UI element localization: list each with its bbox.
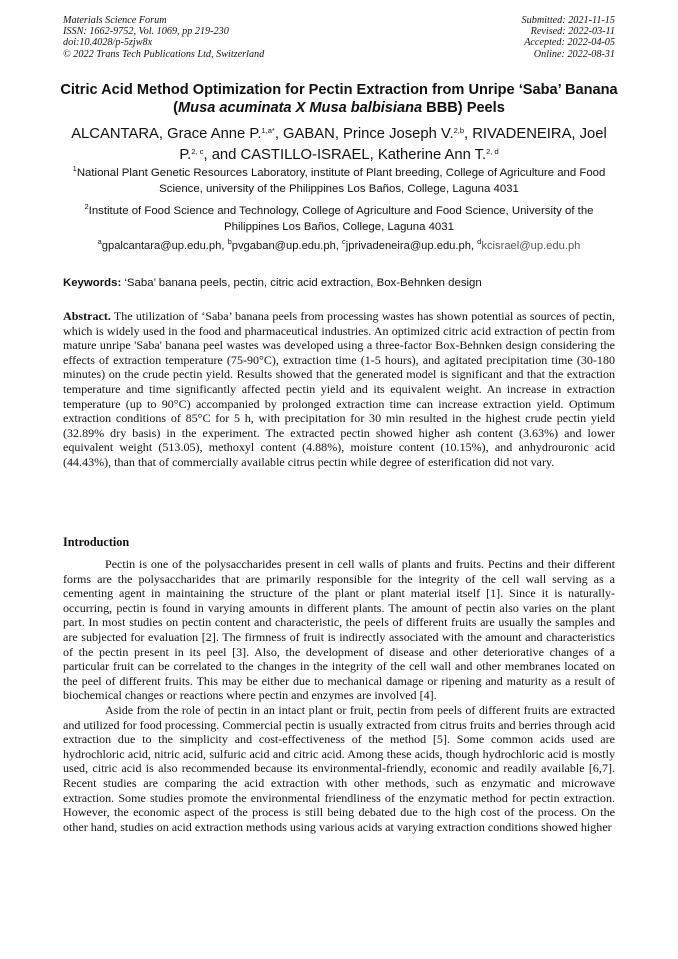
email-sup: d [477, 237, 482, 246]
paper-title [60, 81, 618, 117]
date-online: Online: 2022-08-31 [533, 48, 615, 60]
journal-info [63, 15, 264, 60]
title-part1: Citric Acid Method Optimization for Pectin Extraction from Unripe ‘Saba’ Banana ( [60, 82, 618, 116]
author-name: , and CASTILLO-ISRAEL, Katherine Ann T. [203, 146, 487, 163]
publication-dates [522, 15, 615, 60]
email-link[interactable]: gpalcantara@up.edu.ph, [101, 240, 228, 252]
author-emails [60, 239, 618, 254]
title-species: Musa acuminata X Musa balbisiana [178, 100, 423, 116]
date-accepted: Accepted: 2022-04-05 [524, 37, 615, 49]
date-submitted: Submitted: 2021-11-15 [521, 15, 615, 26]
email-sup: c [342, 237, 346, 246]
email-sup: b [227, 237, 232, 246]
affiliation-text: Institute of Food Science and Technology, College of Agriculture and Food Science, University of the Philippines Los Baños, College, Laguna 4031 [88, 205, 594, 233]
journal-issn: ISSN: 1662-9752, Vol. 1069, pp 219-230 [63, 26, 229, 38]
email-link[interactable]: pvgaban@up.edu.ph, [231, 240, 343, 252]
author-name: ALCANTARA, Grace Anne P. [71, 126, 262, 142]
author-sup: 1,a* [261, 126, 275, 135]
author-name: , GABAN, Prince Joseph V. [274, 126, 454, 142]
abstract-text: The utilization of ‘Saba’ banana peels from processing wastes has shown potential as sources of pectin, which is widely used in the food and pharmaceutical industries. An optimized citric acid extraction of pectin from mature unripe 'Saba' banana peel wastes was developed using a three-factor Box-Behnken design considering the effects of extraction temperature (75-90°C), extraction time (1-5 hours), and agitated precipitation time (30-180 minutes) on the crude pectin yield. Results showed that the generated model is significant and that the extraction temperature and time significantly affected pectin yield and its equivalent weight. An increase in extraction temperature (up to 90°C) accompanied by prolonged extraction time can increase extraction yield. Optimum extraction conditions of 85°C for 5 h, with precipitation for 30 min resulted in the highest crude pectin yield (32.89% dry basis) in the experiment. The extracted pectin showed higher ash content (3.63%) and lower equivalent weight (513.05), methoxyl content (4.88%), moisture content (10.15%), and anhydrouronic acid (44.43%), than that of commercially available citrus pectin while degree of esterification did not vary. [63, 309, 615, 469]
journal-copyright: © 2022 Trans Tech Publications Ltd, Switzerland [63, 48, 265, 60]
intro-paragraph-1: Pectin is one of the polysaccharides present in cell walls of plants and fruits. Pectins and their different forms are the polysaccharides that are primarily responsible for the integrity of the cell wall serving as a cementing agent in maintaining the structure of the plant or plant material itself [1]. Since it is naturally-occurring, pectin is found in varying amounts in different plants. The amount of pectin also varies on the plant part. In most studies on pectin content and characteristic, the peels of different fruits are usually the samples and are subjected for evaluation [2]. The firmness of fruit is indirectly associated with the amount and characteristics of the pectin present in its peel [3]. Also, the development of disease and other deteriorative changes of a particular fruit can be correlated to the changes in the integrity of the cell wall and other membranes located on the peel of different fruits. This may be either due to mechanical damage or ripening and maturity as a result of biochemical changes or reactions where pectin and enzymes are involved [4]. [63, 557, 615, 703]
author-sup: 2,b [453, 126, 464, 135]
journal-name: Materials Science Forum [63, 15, 167, 26]
keywords [63, 276, 615, 291]
affiliation-2 [60, 204, 618, 235]
affiliation-sup: 2 [84, 202, 89, 211]
email-link[interactable]: jprivadeneira@up.edu.ph, [345, 240, 478, 252]
author-name: , RIVADENEIRA, Joel P. [179, 126, 607, 163]
affiliation-text: National Plant Genetic Resources Laboratory, institute of Plant breeding, College of Agriculture and Food Science, university of the Philippines Los Baños, College, Laguna 4031 [76, 167, 606, 195]
author-sup: 2, d [486, 146, 499, 156]
keywords-text: ‘Saba’ banana peels, pectin, citric acid extraction, Box-Behnken design [121, 277, 482, 289]
intro-paragraph-2: Aside from the role of pectin in an intact plant or fruit, pectin from peels of different fruits are extracted and utilized for food processing. Commercial pectin is usually extracted from citrus fruits and berries through acid extraction due to the simplicity and cost-effectiveness of the method [5]. Some common acids used are hydrochloric acid, nitric acid, sulfuric acid and citric acid. Among these acids, though hydrochloric acid is mostly used, citric acid is also recommended because its environmental-friendly, economic and readily available [6,7]. Recent studies are comparing the acid extraction with other methods, such as enzymatic and microwave extraction. Some studies promote the environmental friendliness of the enzymatic method for pectin extraction. However, the economic aspect of the process is still being debated due to the high cost of the process. On the other hand, studies on acid extraction methods using various acids at varying extraction conditions showed higher [63, 702, 615, 834]
title-part2: BBB) Peels [422, 100, 505, 116]
affiliation-sup: 1 [72, 164, 77, 173]
author-sup: 2, c [191, 146, 204, 156]
introduction-body [63, 557, 615, 834]
date-revised: Revised: 2022-03-11 [530, 26, 615, 38]
author-list [60, 124, 618, 165]
section-heading-introduction: Introduction [63, 535, 130, 549]
email-sup: a [97, 237, 102, 246]
journal-doi[interactable]: doi:10.4028/p-5zjw8x [63, 37, 153, 49]
keywords-label: Keywords: [63, 277, 122, 289]
email-link[interactable]: kcisrael@up.edu.ph [481, 240, 581, 252]
abstract [63, 309, 615, 470]
affiliation-1 [60, 166, 618, 197]
abstract-label: Abstract. [63, 309, 111, 323]
